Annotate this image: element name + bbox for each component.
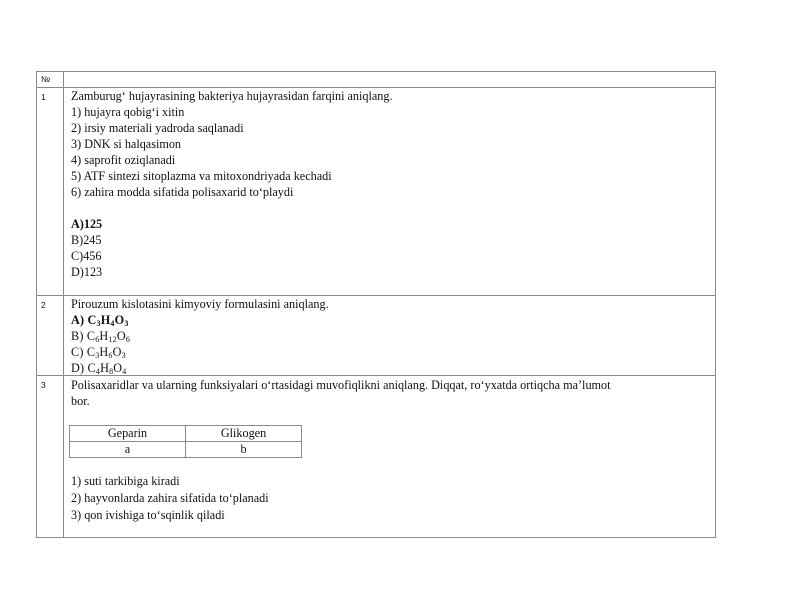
question-2-option-d: D) $C_4H_8O_4$ <box>71 361 127 376</box>
question-2-option-a: A) $C_3H_4O_3$ <box>71 313 129 328</box>
table-cell-b: b <box>186 442 302 458</box>
table-header-glikogen: Glikogen <box>186 426 302 442</box>
question-1-item: 3) DNK si halqasimon <box>71 137 182 151</box>
question-3-number: 3 <box>41 380 46 390</box>
question-2-option-c: C) $C_3H_6O_3$ <box>71 345 126 360</box>
table-cell-a: a <box>70 442 186 458</box>
question-1-item: 2) irsiy materiali yadroda saqlanadi <box>71 121 244 135</box>
question-1-option-c: C)456 <box>71 249 102 263</box>
question-1-number: 1 <box>41 92 46 102</box>
question-2-option-b: B) $C_6H_{12}O_6$ <box>71 329 131 344</box>
column-divider <box>63 71 64 538</box>
question-3-item: 1) suti tarkibiga kiradi <box>71 474 180 488</box>
matching-table <box>69 425 302 458</box>
question-3-prompt: Polisaxaridlar va ularning funksiyalari o‘rtasidagi muvofiqlikni aniqlang. Diqqat, ro‘yxatda ortiqcha ma’lumot <box>71 378 611 392</box>
question-1-option-d: D)123 <box>71 265 103 279</box>
table-header-geparin: Geparin <box>70 426 186 442</box>
question-1-option-b: B)245 <box>71 233 102 247</box>
question-2-prompt: Pirouzum kislotasini kimyoviy formulasini aniqlang. <box>71 297 329 311</box>
question-3-item: 2) hayvonlarda zahira sifatida to‘planadi <box>71 491 269 505</box>
header-number-col: № <box>41 74 51 84</box>
question-3-prompt-cont: bor. <box>71 394 90 408</box>
question-2-number: 2 <box>41 300 46 310</box>
question-1-item: 4) saprofit oziqlanadi <box>71 153 176 167</box>
question-1-item: 5) ATF sintezi sitoplazma va mitoxondriyada kechadi <box>71 169 332 183</box>
question-1-prompt: Zamburug‘ hujayrasining bakteriya hujayrasidan farqini aniqlang. <box>71 89 393 103</box>
question-1-item: 6) zahira modda sifatida polisaxarid to‘playdi <box>71 185 294 199</box>
row-divider <box>36 375 716 376</box>
question-3-item: 3) qon ivishiga to‘sqinlik qiladi <box>71 508 225 522</box>
question-1-option-a: A)125 <box>71 217 103 231</box>
question-1-item: 1) hujayra qobig‘i xitin <box>71 105 185 119</box>
